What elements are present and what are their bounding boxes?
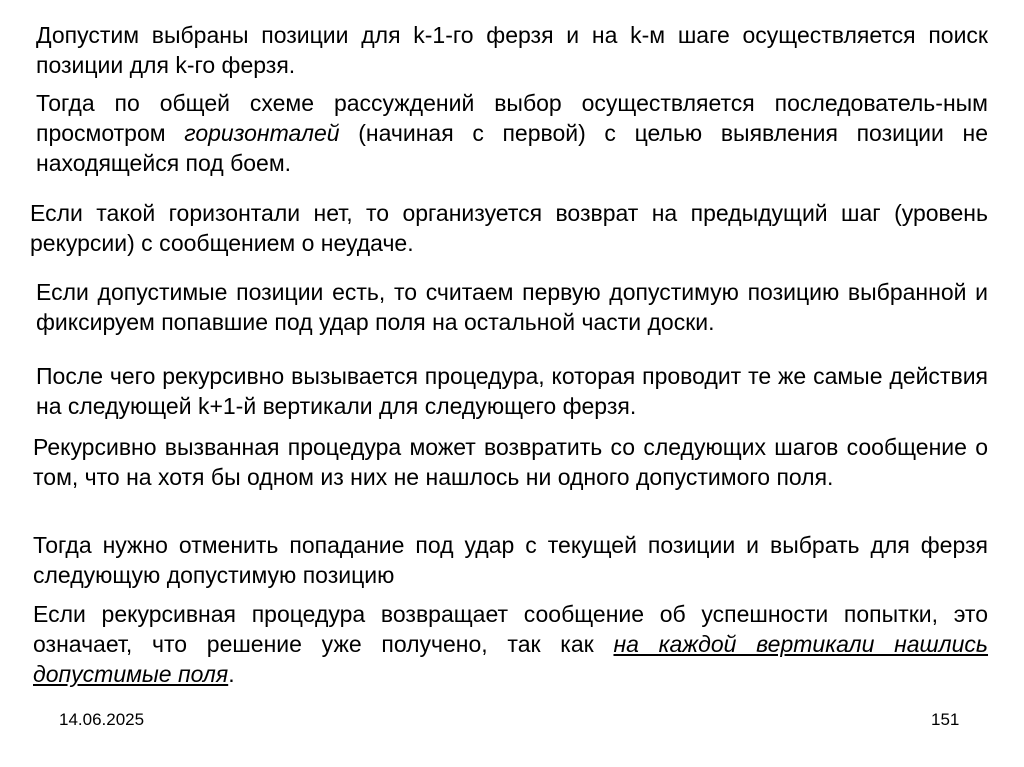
paragraph-2-text-end: (начиная с первой) с целью выявления позиции не находящейся под боем. xyxy=(36,120,988,176)
footer-date: 14.06.2025 xyxy=(59,710,145,729)
paragraph-8-text-end: . xyxy=(228,661,235,687)
paragraph-8-text-start: Если рекурсивная процедура возвращает сообщение об успешности попытки, это означает, что решение уже получено, так как xyxy=(33,601,988,657)
page-number: 151 xyxy=(931,710,960,729)
paragraph-2-text-start: Тогда по общей схеме рассуждений выбор осуществляется последователь-ным просмотром xyxy=(36,90,988,146)
paragraph-2-emphasis: горизонталей xyxy=(184,120,340,146)
paragraph-1: Допустим выбраны позиции для k-1-го ферзя и на k-м шаге осуществляется поиск позиции для k-го ферзя. xyxy=(36,22,988,78)
paragraph-3: Если такой горизонтали нет, то организуется возврат на предыдущий шаг (уровень рекурсии) с сообщением о неудаче. xyxy=(30,200,988,256)
paragraph-2 xyxy=(36,88,988,178)
paragraph-8-emphasis: на каждой вертикали нашлись допустимые поля xyxy=(33,631,989,687)
paragraph-6: Рекурсивно вызванная процедура может возвратить со следующих шагов сообщение о том, что на хотя бы одном из них не нашлось ни одного допустимого поля. xyxy=(33,434,988,490)
paragraph-8 xyxy=(33,599,988,689)
paragraph-7: Тогда нужно отменить попадание под удар с текущей позиции и выбрать для ферзя следующую допустимую позицию xyxy=(33,532,988,588)
paragraph-4: Если допустимые позиции есть, то считаем первую допустимую позицию выбранной и фиксируем попавшие под удар поля на остальной части доски. xyxy=(36,279,988,335)
paragraph-5: После чего рекурсивно вызывается процедура, которая проводит те же самые действия на следующей k+1-й вертикали для следующего ферзя. xyxy=(36,363,988,419)
